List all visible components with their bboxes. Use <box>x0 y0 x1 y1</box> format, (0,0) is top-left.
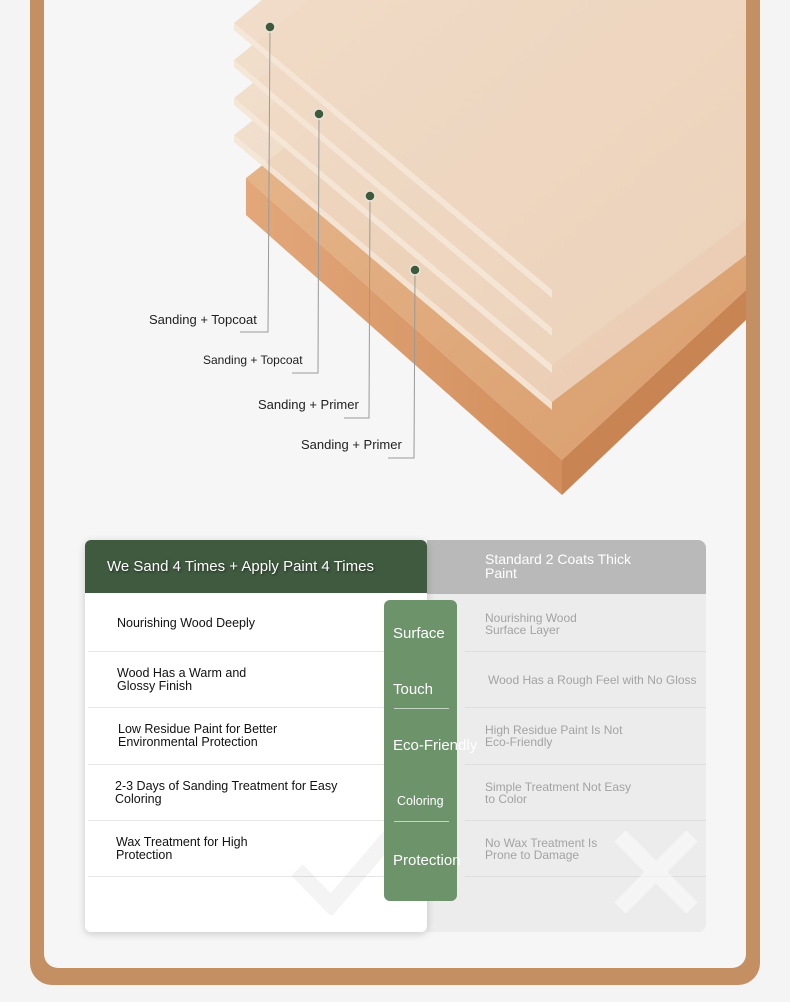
dot-marker-icon <box>265 22 275 32</box>
layer-label-1: Sanding + Topcoat <box>149 312 257 327</box>
wood-board-graphic <box>44 0 746 510</box>
our-cell: Wax Treatment for High Protection <box>116 834 248 862</box>
table-row <box>88 765 424 821</box>
layer-label-3: Sanding + Primer <box>258 397 359 412</box>
dot-marker-icon <box>410 265 420 275</box>
our-column-title: We Sand 4 Times + Apply Paint 4 Times <box>107 558 374 575</box>
table-row <box>88 708 424 765</box>
standard-column-header <box>427 540 706 594</box>
category-surface: Surface <box>393 624 445 642</box>
category-divider <box>394 708 449 709</box>
category-eco-friendly: Eco-Friendly <box>393 736 478 754</box>
our-column-header <box>85 540 427 593</box>
our-cell: Low Residue Paint for Better Environmental Protection <box>118 722 278 749</box>
our-cell: Nourishing Wood Deeply <box>117 616 256 630</box>
cross-icon <box>610 826 702 918</box>
layer-label-4: Sanding + Primer <box>301 437 402 452</box>
category-column <box>384 600 478 901</box>
standard-cell: High Residue Paint Is Not Eco-Friendly <box>485 723 623 749</box>
standard-cell: Simple Treatment Not Easy to Color <box>485 779 632 806</box>
table-row <box>465 765 706 821</box>
our-cell: 2-3 Days of Sanding Treatment for Easy Coloring <box>115 778 338 806</box>
standard-column-title: Standard 2 Coats Thick Paint <box>485 551 632 581</box>
dot-marker-icon <box>314 109 324 119</box>
checkmark-icon <box>289 825 399 915</box>
wood-layers-illustration <box>44 0 746 510</box>
category-coloring: Coloring <box>397 794 444 808</box>
table-row <box>88 596 424 652</box>
standard-cell: No Wax Treatment Is Prone to Damage <box>485 835 598 862</box>
standard-cell: Wood Has a Rough Feel with No Gloss <box>488 672 697 687</box>
table-row <box>465 708 706 765</box>
table-row <box>465 596 706 652</box>
standard-cell: Nourishing Wood Surface Layer <box>485 610 577 637</box>
table-row <box>465 652 706 708</box>
table-row <box>88 652 424 708</box>
category-touch: Touch <box>393 680 434 698</box>
category-divider <box>394 821 449 822</box>
our-cell: Wood Has a Warm and Glossy Finish <box>117 665 247 693</box>
category-protection: Protection <box>393 851 461 869</box>
dot-marker-icon <box>365 191 375 201</box>
layer-label-2: Sanding + Topcoat <box>203 353 303 367</box>
content-panel <box>44 0 746 968</box>
